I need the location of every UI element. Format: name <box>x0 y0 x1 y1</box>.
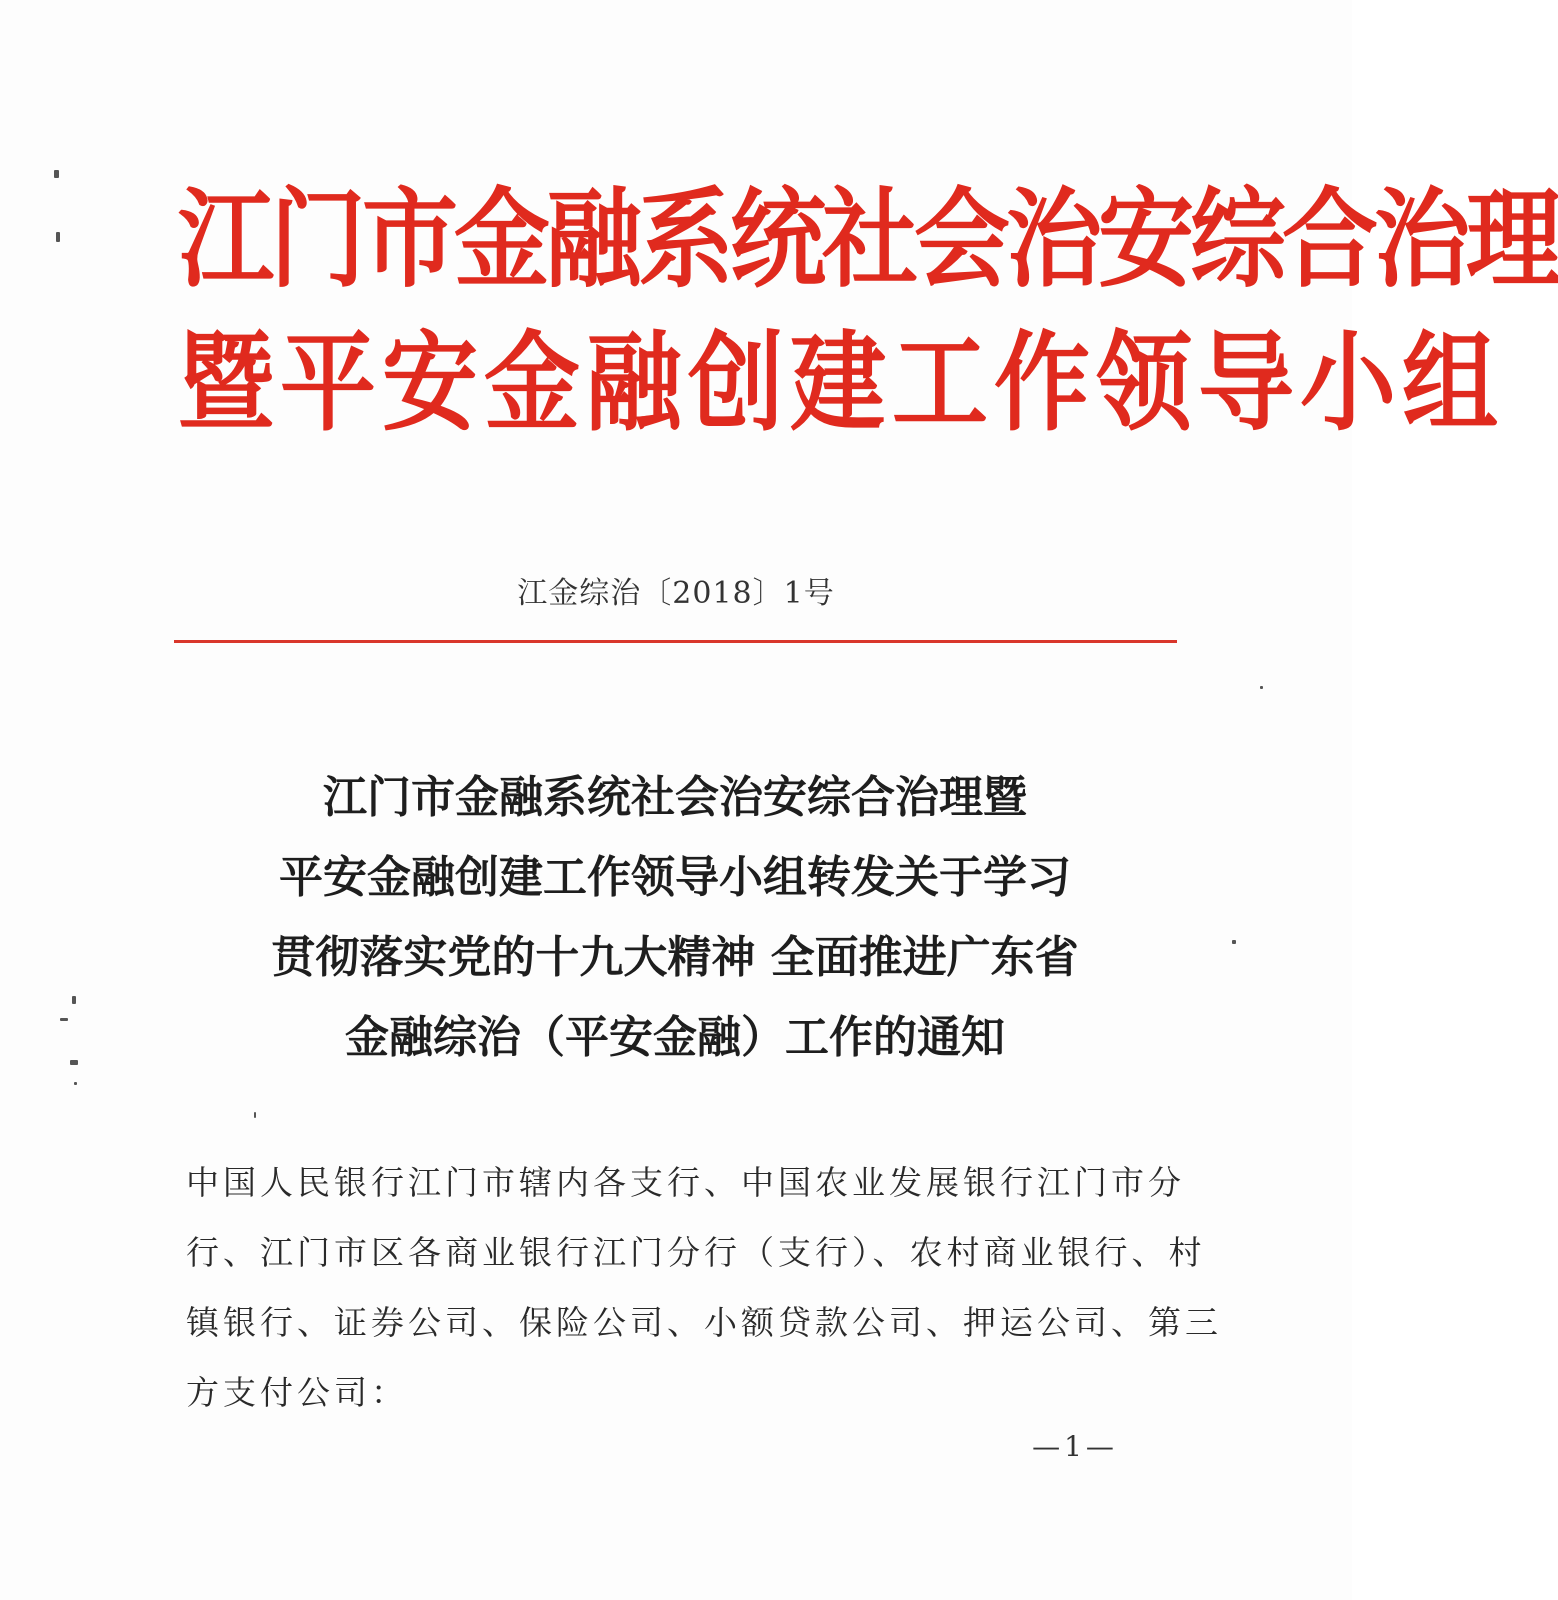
notice-title-line-4: 金融综治（平安金融）工作的通知 <box>345 1012 1005 1063</box>
addressee-line-4: 方支付公司： <box>186 1373 408 1412</box>
scan-speck <box>1232 940 1236 944</box>
addressee-line-3: 镇银行、证券公司、保险公司、小额贷款公司、押运公司、第三 <box>186 1303 1222 1342</box>
masthead-line-2: 暨平安金融创建工作领导小组 <box>178 319 1504 446</box>
document-number: 江金综治〔2018〕1号 <box>517 576 835 611</box>
scan-speck <box>56 232 60 242</box>
notice-title-line-1: 江门市金融系统社会治安综合治理暨 <box>323 772 1027 823</box>
scan-speck <box>60 1018 68 1021</box>
scan-speck <box>70 1060 78 1065</box>
masthead-line-1: 江门市金融系统社会治安综合治理 <box>178 175 1558 303</box>
scan-speck <box>74 1082 77 1085</box>
notice-title <box>160 758 1190 1078</box>
scan-speck <box>54 170 59 178</box>
red-separator-rule <box>174 640 1177 643</box>
red-letterhead-masthead <box>178 168 1558 455</box>
notice-title-line-3: 贯彻落实党的十九大精神 全面推进广东省 <box>271 932 1079 983</box>
scan-speck <box>254 1112 256 1118</box>
addressee-block <box>186 1148 1222 1428</box>
addressee-line-2: 行、江门市区各商业银行江门分行（支行）、农村商业银行、村 <box>186 1233 1206 1272</box>
addressee-line-1: 中国人民银行江门市辖内各支行、中国农业发展银行江门市分 <box>186 1163 1185 1202</box>
page-number: —1— <box>1032 1430 1118 1463</box>
notice-title-line-2: 平安金融创建工作领导小组转发关于学习 <box>279 852 1071 903</box>
scan-speck <box>1260 686 1263 689</box>
scan-speck <box>72 996 76 1004</box>
